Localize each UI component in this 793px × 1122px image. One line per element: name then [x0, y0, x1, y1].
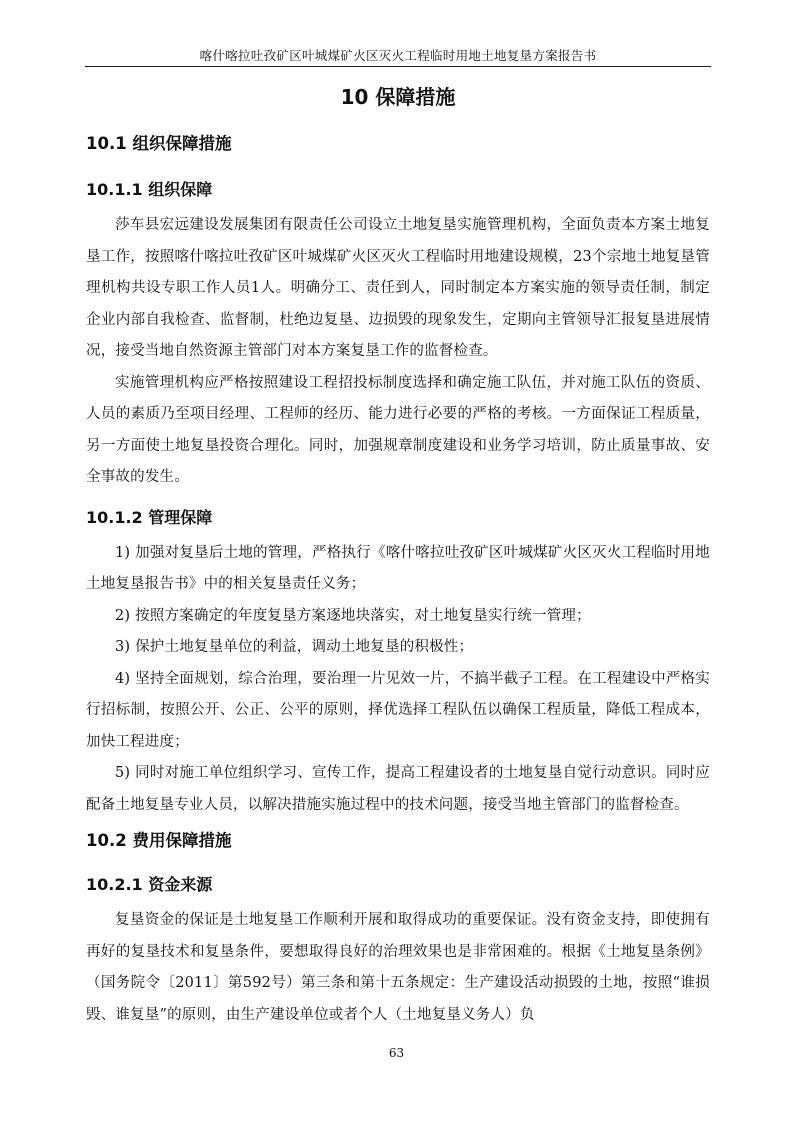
list-item: 1) 加强对复垦后土地的管理，严格执行《喀什喀拉吐孜矿区叶城煤矿火区灭火工程临时用地土地复垦报告书》中的相关复垦责任义务； [86, 544, 710, 592]
running-header: 喀什喀拉吐孜矿区叶城煤矿火区灭火工程临时用地土地复垦方案报告书 [199, 48, 597, 63]
list-item: 4) 坚持全面规划，综合治理，要治理一片见效一片，不搞半截子工程。在工程建设中严格实行招标制，按照公开、公正、公平的原则，择优选择工程队伍以确保工程质量，降低工程成本，加快工程进度； [86, 670, 710, 750]
body-paragraph: 实施管理机构应严格按照建设工程招投标制度选择和确定施工队伍，并对施工队伍的资质、人员的素质乃至项目经理、工程师的经历、能力进行必要的严格的考核。一方面保证工程质量，另一方面使土地复垦投资合理化。同时，加强规章制度建设和业务学习培训，防止质量事故、安全事故的发生。 [86, 374, 710, 485]
header-rule [85, 66, 711, 67]
page-content [86, 70, 710, 1031]
section-heading-10-2: 10.2 费用保障措施 [86, 831, 232, 850]
list-item: 5) 同时对施工单位组织学习、宣传工作，提高工程建设者的土地复垦自觉行动意识。同时应配备土地复垦专业人员，以解决措施实施过程中的技术问题，接受当地主管部门的监督检查。 [86, 765, 710, 813]
subsection-heading-10-1-1: 10.1.1 组织保障 [86, 180, 213, 199]
chapter-title: 10 保障措施 [340, 85, 456, 109]
list-item: 2) 按照方案确定的年度复垦方案逐地块落实，对土地复垦实行统一管理； [115, 607, 591, 624]
body-paragraph: 莎车县宏远建设发展集团有限责任公司设立土地复垦实施管理机构，全面负责本方案土地复垦工作，按照喀什喀拉吐孜矿区叶城煤矿火区灭火工程临时用地建设规模，23个宗地土地复垦管理机构共设专职工作人员1人。明确分工、责任到人，同时制定本方案实施的领导责任制，制定企业内部自我检查、监督制，杜绝边复垦、边损毁的现象发生，定期向主管领导汇报复垦进展情况，接受当地自然资源主管部门对本方案复垦工作的监督检查。 [86, 217, 710, 359]
subsection-heading-10-1-2: 10.1.2 管理保障 [86, 507, 213, 527]
subsection-heading-10-2-1: 10.2.1 资金来源 [86, 875, 213, 894]
section-heading-10-1: 10.1 组织保障措施 [86, 134, 232, 153]
page-number: 63 [388, 1046, 405, 1060]
body-paragraph: 复垦资金的保证是土地复垦工作顺利开展和取得成功的重要保证。没有资金支持，即使拥有再好的复垦技术和复垦条件，要想取得良好的治理效果也是非常困难的。根据《土地复垦条例》（国务院令〔2011〕第592号）第三条和第十五条规定：生产建设活动损毁的土地，按照“谁损毁、谁复垦”的原则，由生产建设单位或者个人（土地复垦义务人）负 [86, 912, 710, 1023]
list-item: 3) 保护土地复垦单位的利益，调动土地复垦的积极性； [115, 639, 474, 655]
